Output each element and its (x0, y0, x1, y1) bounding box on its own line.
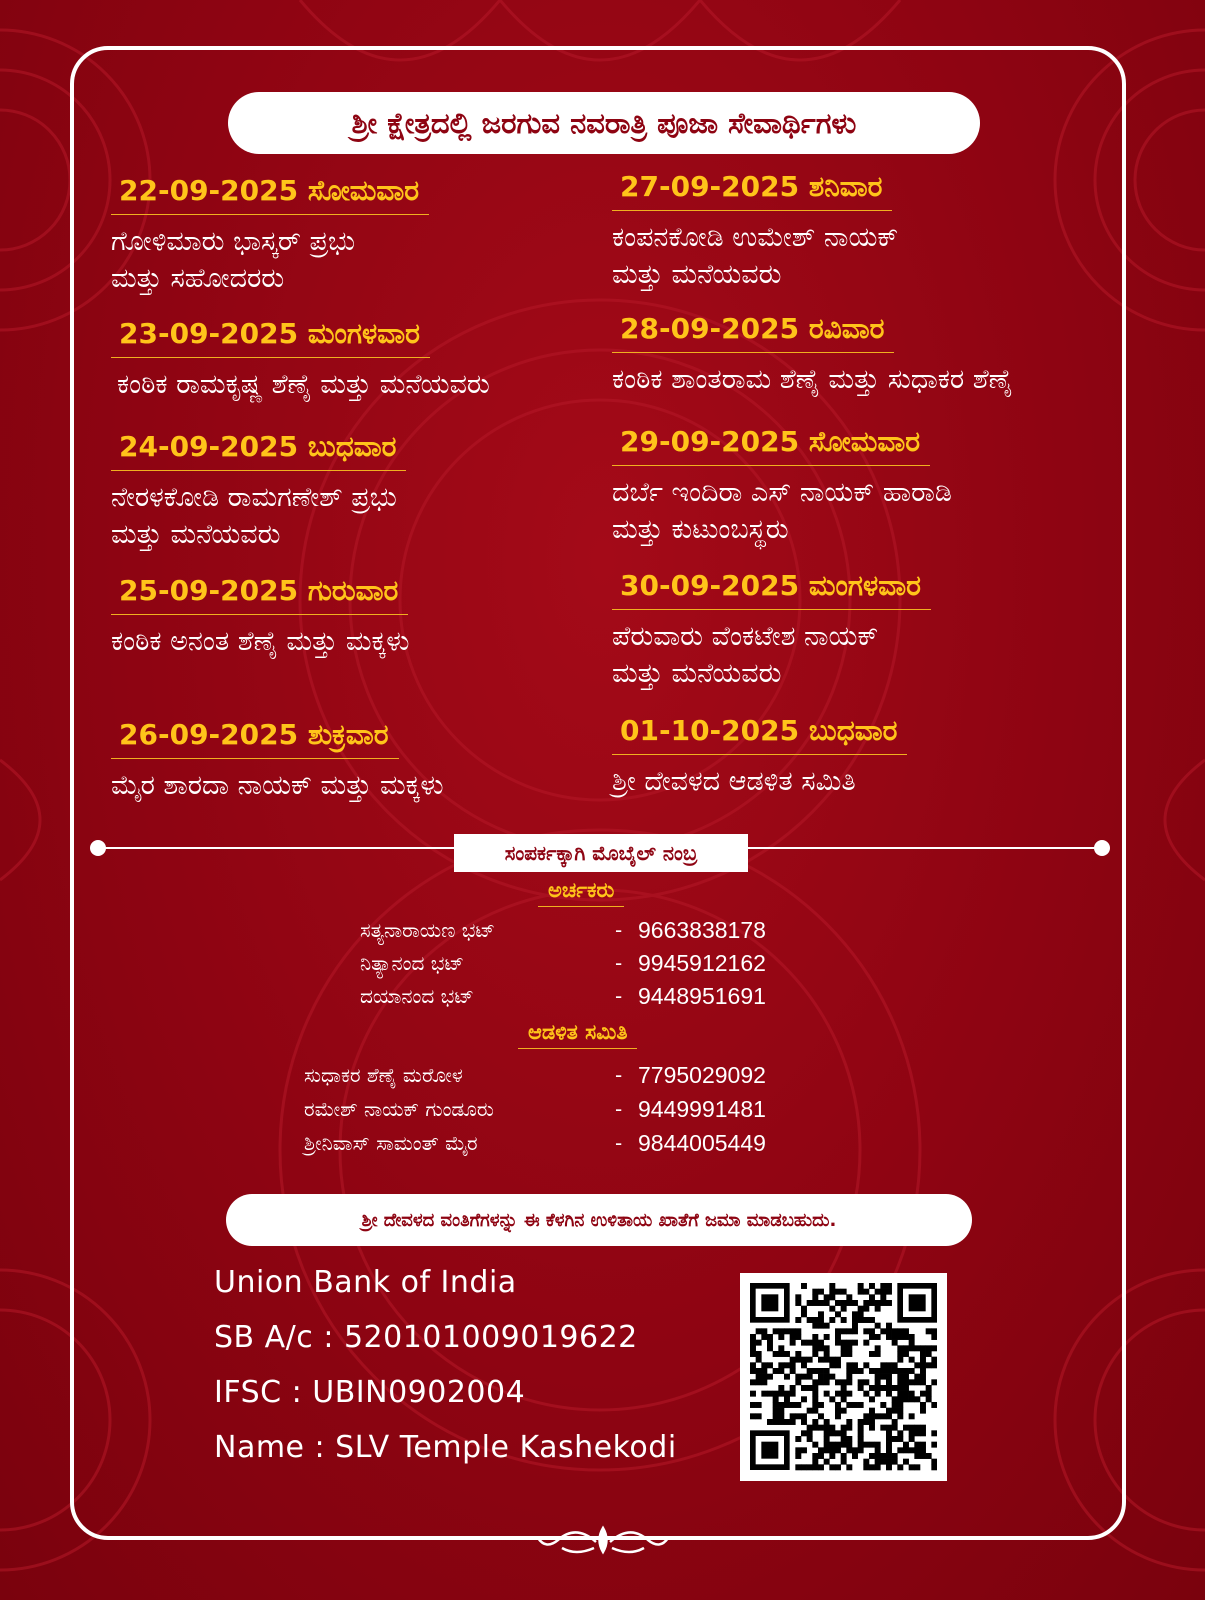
schedule-date: 24-09-2025 ಬುಧವಾರ (111, 428, 406, 471)
ornament-flourish-icon (536, 1520, 670, 1560)
sponsor-line: ಮತ್ತು ಮನೆಯವರು (612, 259, 782, 290)
contact-dash: - (615, 1097, 623, 1121)
sponsor-name (111, 223, 429, 297)
contact-name: ಶ್ರೀನಿವಾಸ್ ಸಾಮಂತ್ ಮೈರ (304, 1131, 478, 1155)
schedule-entry (612, 567, 931, 692)
account-number: SB A/c : 520101009019622 (214, 1320, 638, 1355)
sponsor-name (612, 219, 898, 293)
schedule-entry (111, 428, 406, 553)
sponsor-line: ಪೆರುವಾರು ವೆಂಕಟೇಶ ನಾಯಕ್ (612, 621, 879, 652)
contact-dash: - (615, 918, 623, 942)
schedule-entry (111, 315, 490, 403)
sponsor-name (612, 618, 931, 692)
qr-code-icon[interactable] (740, 1273, 947, 1481)
contact-phone: 9663838178 (638, 917, 766, 943)
sponsor-line: ನೇರಳಕೋಡಿ ರಾಮಗಣೇಶ್ ಪ್ರಭು (111, 482, 397, 513)
contact-dash: - (615, 951, 623, 975)
schedule-entry (612, 168, 898, 293)
contact-dash: - (615, 1063, 623, 1087)
sponsor-line: ಮತ್ತು ಮನೆಯವರು (111, 519, 281, 550)
sponsor-name (111, 479, 406, 553)
sponsor-line: ಮತ್ತು ಸಹೋದರರು (111, 263, 285, 294)
sponsor-line: ಕಂಠಿಕ ಅನಂತ ಶೆಣೈ ಮತ್ತು ಮಕ್ಕಳು (111, 626, 410, 657)
sponsor-line: ಗೋಳಿಮಾರು ಭಾಸ್ಕರ್ ಪ್ರಭು (111, 226, 356, 257)
sponsor-name (612, 474, 952, 548)
contact-phone: 9448951691 (638, 983, 766, 1009)
contact-name: ಸುಧಾಕರ ಶೆಣೈ ಮರೋಳ (304, 1063, 463, 1087)
schedule-date: 29-09-2025 ಸೋಮವಾರ (612, 423, 930, 466)
qr-code-graphic (750, 1283, 937, 1471)
contact-phone: 9449991481 (638, 1096, 766, 1122)
schedule-entry (612, 423, 952, 548)
schedule-entry (111, 716, 444, 804)
sponsor-line: ಕಂಪನಕೋಡಿ ಉಮೇಶ್ ನಾಯಕ್ (612, 222, 899, 253)
sponsor-name (612, 763, 907, 800)
contact-dash: - (615, 1131, 623, 1155)
contact-phone: 9844005449 (638, 1130, 766, 1156)
contact-dash: - (615, 984, 623, 1008)
sponsor-line: ಮತ್ತು ಮನೆಯವರು (612, 658, 782, 689)
schedule-date: 23-09-2025 ಮಂಗಳವಾರ (111, 315, 430, 358)
sponsor-line: ಶ್ರೀ ದೇವಳದ ಆಡಳಿತ ಸಮಿತಿ (612, 766, 856, 797)
schedule-entry (612, 310, 1013, 398)
schedule-entry (111, 172, 429, 297)
contact-row (360, 980, 800, 1012)
sponsor-name (117, 366, 490, 403)
committee-heading: ಆಡಳಿತ ಸಮಿತಿ (518, 1020, 637, 1049)
contact-row (360, 914, 800, 946)
contact-name: ಸತ್ಯನಾರಾಯಣ ಭಟ್ (360, 918, 495, 942)
sponsor-name (111, 767, 444, 804)
priests-heading: ಅರ್ಚಕರು (538, 878, 624, 907)
page-title: ಶ್ರೀ ಕ್ಷೇತ್ರದಲ್ಲಿ ಜರಗುವ ನವರಾತ್ರಿ ಪೂಜಾ ಸೇವಾರ್ಥಿಗಳು (228, 92, 980, 154)
schedule-date: 25-09-2025 ಗುರುವಾರ (111, 572, 408, 615)
contact-name: ದಯಾನಂದ ಭಟ್ (360, 984, 474, 1008)
divider-dot (90, 840, 106, 856)
schedule-date: 01-10-2025 ಬುಧವಾರ (612, 712, 907, 755)
contact-row (304, 1093, 804, 1125)
contact-phone: 9945912162 (638, 950, 766, 976)
divider-dot (1094, 840, 1110, 856)
sponsor-line: ಮತ್ತು ಕುಟುಂಬಸ್ಥರು (612, 514, 789, 545)
sponsor-line: ಕಂಠಿಕ ರಾಮಕೃಷ್ಣ ಶೆಣೈ ಮತ್ತು ಮನೆಯವರು (117, 369, 490, 400)
contact-row (304, 1059, 804, 1091)
contact-phone: 7795029092 (638, 1062, 766, 1088)
account-name: Name : SLV Temple Kashekodi (214, 1430, 677, 1465)
sponsor-line: ದರ್ಬೆ ಇಂದಿರಾ ಎಸ್ ನಾಯಕ್ ಹಾರಾಡಿ (612, 477, 952, 508)
ifsc-code: IFSC : UBIN0902004 (214, 1375, 526, 1410)
schedule-entry (111, 572, 410, 660)
sponsor-line: ಕಂಠಿಕ ಶಾಂತರಾಮ ಶೆಣೈ ಮತ್ತು ಸುಧಾಕರ ಶೆಣೈ (612, 364, 1013, 395)
contact-row (360, 947, 800, 979)
schedule-entry (612, 712, 907, 800)
sponsor-line: ಮೈರ ಶಾರದಾ ನಾಯಕ್ ಮತ್ತು ಮಕ್ಕಳು (111, 770, 444, 801)
sponsor-name (612, 361, 1013, 398)
schedule-date: 30-09-2025 ಮಂಗಳವಾರ (612, 567, 931, 610)
sponsor-name (111, 623, 410, 660)
bank-name: Union Bank of India (214, 1265, 517, 1300)
contact-label: ಸಂಪರ್ಕಕ್ಕಾಗಿ ಮೊಬೈಲ್ ನಂಬ್ರ (454, 834, 748, 872)
donation-note: ಶ್ರೀ ದೇವಳದ ವಂತಿಗೆಗಳನ್ನು ಈ ಕೆಳಗಿನ ಉಳಿತಾಯ ಖಾತೆಗೆ ಜಮಾ ಮಾಡಬಹುದು. (226, 1194, 972, 1246)
schedule-date: 26-09-2025 ಶುಕ್ರವಾರ (111, 716, 399, 759)
contact-name: ನಿತ್ಯಾನಂದ ಭಟ್ (360, 951, 465, 975)
schedule-date: 27-09-2025 ಶನಿವಾರ (612, 168, 892, 211)
contact-row (304, 1127, 804, 1159)
contact-name: ರಮೇಶ್ ನಾಯಕ್ ಗುಂಡೂರು (304, 1097, 494, 1121)
schedule-date: 22-09-2025 ಸೋಮವಾರ (111, 172, 429, 215)
schedule-date: 28-09-2025 ರವಿವಾರ (612, 310, 894, 353)
